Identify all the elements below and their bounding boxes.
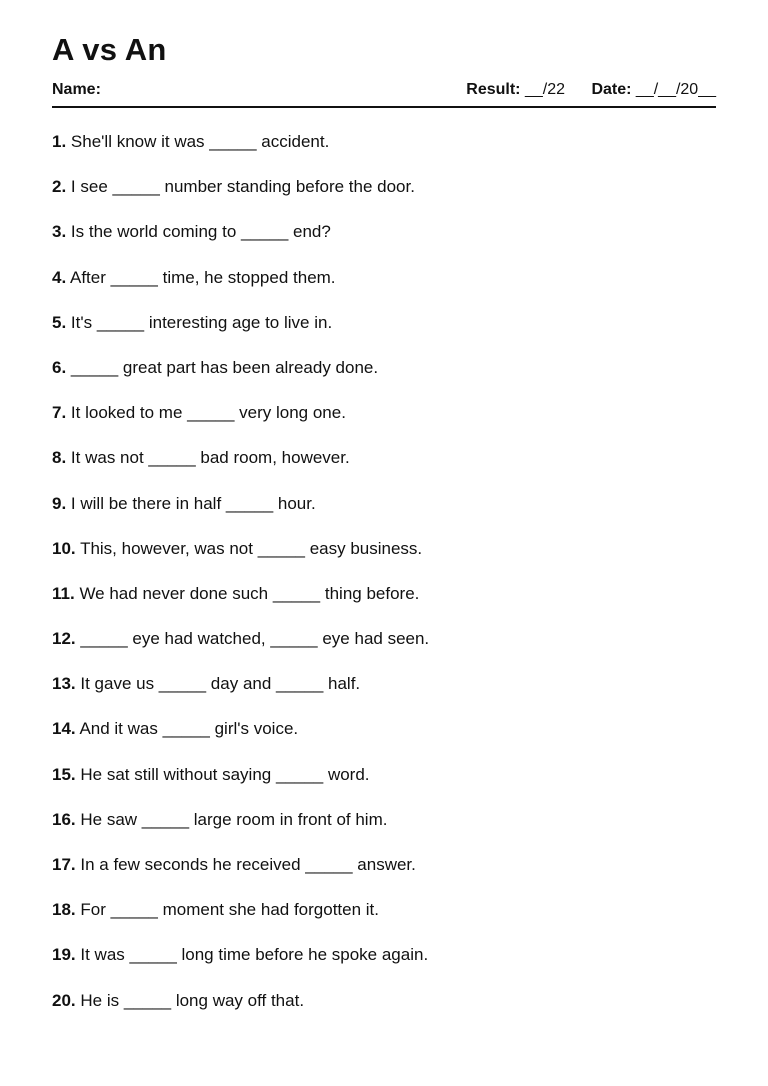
question-text: I see _____ number standing before the door. — [70, 177, 415, 197]
question-text: For _____ moment she had forgotten it. — [80, 900, 379, 920]
question-number: 7. — [52, 403, 67, 423]
question-number: 11. — [52, 583, 75, 603]
question-item — [52, 764, 716, 809]
name-label: Name: — [52, 81, 101, 98]
question-number: 13. — [52, 674, 76, 694]
question-item — [52, 944, 716, 989]
question-number: 10. — [52, 538, 76, 558]
question-item — [52, 899, 716, 944]
date-value: __/__/20__ — [635, 81, 716, 98]
question-item — [52, 357, 716, 402]
question-item — [52, 267, 716, 312]
question-text: After _____ time, he stopped them. — [69, 267, 336, 287]
question-number: 12. — [52, 629, 76, 649]
question-text: Is the world coming to _____ end? — [70, 222, 331, 242]
question-item — [52, 447, 716, 492]
question-item — [52, 402, 716, 447]
result-value: __/22 — [524, 81, 565, 98]
question-item — [52, 628, 716, 673]
question-item — [52, 809, 716, 854]
question-text: It looked to me _____ very long one. — [70, 403, 346, 423]
question-list — [52, 131, 716, 1035]
question-text: It's _____ interesting age to live in. — [70, 312, 333, 332]
question-number: 17. — [52, 855, 76, 874]
question-text: _____ eye had watched, _____ eye had seen. — [80, 629, 430, 649]
question-text: This, however, was not _____ easy business. — [80, 538, 423, 558]
question-text: _____ great part has been already done. — [70, 357, 379, 377]
question-number: 2. — [52, 177, 67, 197]
question-number: 6. — [52, 357, 67, 377]
question-text: It was _____ long time before he spoke again. — [80, 945, 429, 965]
question-text: And it was _____ girl's voice. — [79, 719, 299, 739]
result-label: Result: — [466, 81, 521, 98]
question-text: It gave us _____ day and _____ half. — [80, 674, 361, 694]
question-number: 3. — [52, 222, 67, 242]
question-item — [52, 493, 716, 538]
date-label: Date: — [591, 81, 632, 98]
question-item — [52, 538, 716, 583]
question-number: 18. — [52, 900, 76, 920]
question-text: It was not _____ bad room, however. — [70, 448, 350, 468]
question-item — [52, 718, 716, 763]
question-item — [52, 583, 716, 628]
question-number: 20. — [52, 990, 76, 1010]
question-text: In a few seconds he received _____ answer. — [80, 855, 416, 874]
question-text: He saw _____ large room in front of him. — [80, 809, 388, 829]
question-text: I will be there in half _____ hour. — [70, 493, 316, 513]
question-item — [52, 854, 716, 899]
question-item — [52, 221, 716, 266]
question-number: 5. — [52, 312, 67, 332]
question-item — [52, 673, 716, 718]
question-number: 15. — [52, 764, 76, 784]
question-text: He is _____ long way off that. — [80, 990, 305, 1010]
question-text: We had never done such _____ thing before. — [79, 583, 420, 603]
result-date-group — [466, 80, 716, 100]
question-number: 4. — [52, 267, 67, 287]
question-item — [52, 131, 716, 176]
question-number: 19. — [52, 945, 76, 965]
question-number: 8. — [52, 448, 67, 468]
question-number: 1. — [52, 132, 67, 151]
worksheet-header — [52, 80, 716, 100]
question-number: 9. — [52, 493, 67, 513]
question-number: 14. — [52, 719, 76, 739]
header-divider — [52, 106, 716, 108]
question-item — [52, 990, 716, 1035]
question-item — [52, 312, 716, 357]
question-number: 16. — [52, 809, 76, 829]
worksheet-title: A vs An — [52, 32, 167, 67]
question-item — [52, 176, 716, 221]
question-text: She'll know it was _____ accident. — [70, 132, 330, 151]
question-text: He sat still without saying _____ word. — [80, 764, 370, 784]
